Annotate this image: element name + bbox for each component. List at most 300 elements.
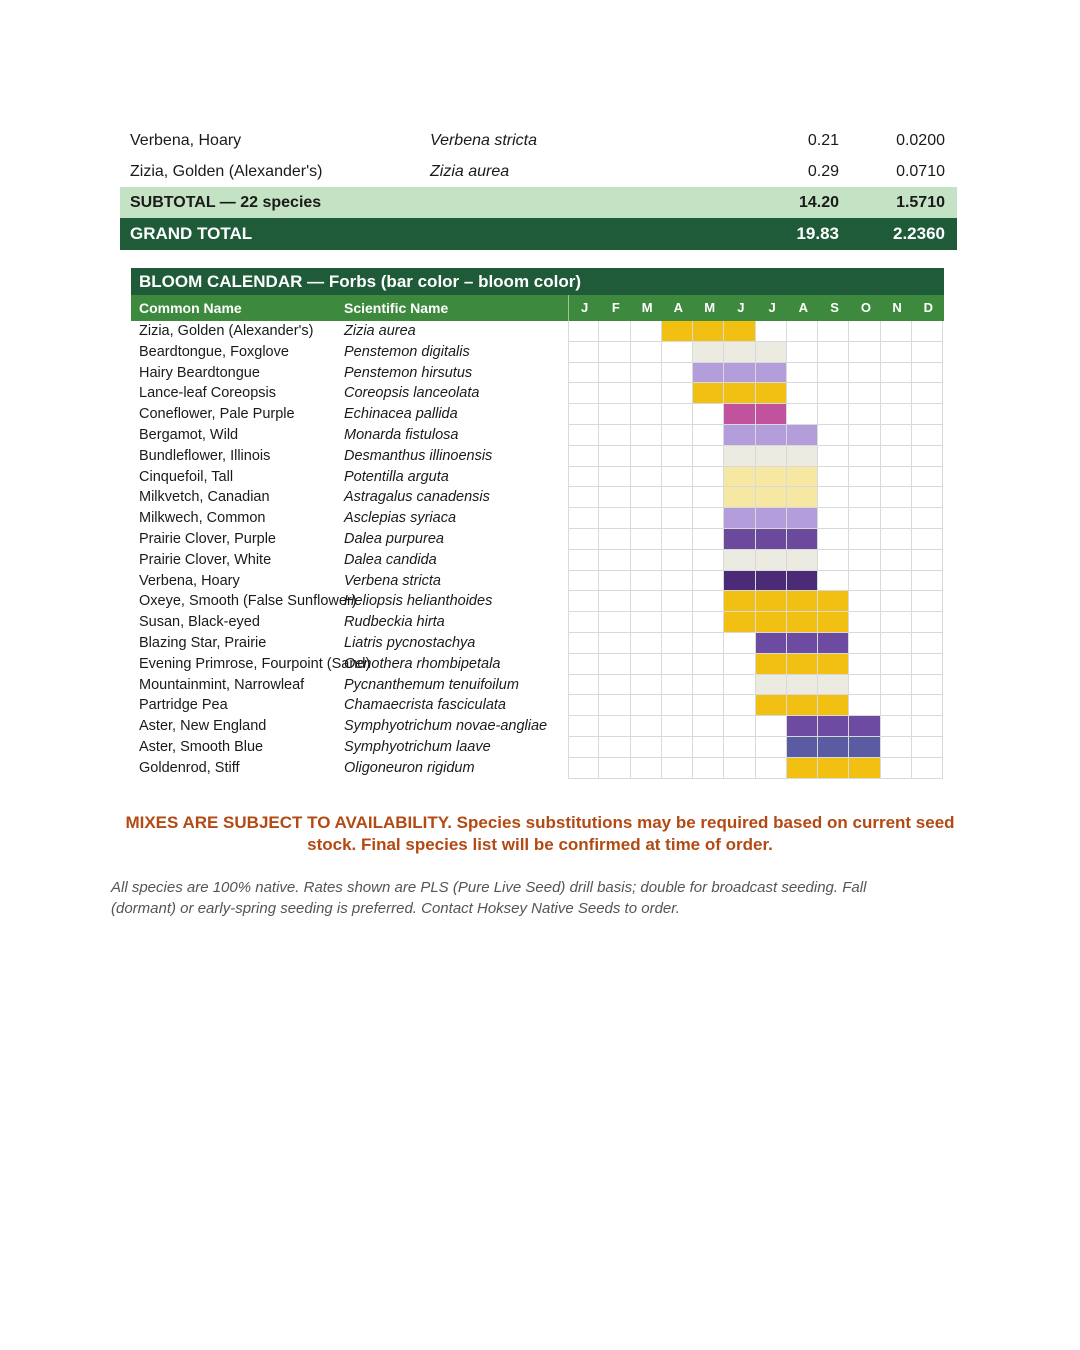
bloom-bar-cell — [756, 467, 787, 488]
header-common-name: Common Name — [139, 300, 242, 316]
month-cell — [881, 404, 912, 425]
month-cell — [693, 467, 724, 488]
bloom-bar-cell — [787, 654, 818, 675]
month-cell — [881, 716, 912, 737]
common-name: Bergamot, Wild — [139, 426, 239, 443]
bloom-month-grid — [568, 467, 943, 488]
month-cell — [849, 508, 880, 529]
bloom-bar-cell — [849, 716, 880, 737]
bloom-row — [131, 487, 944, 508]
month-cell — [631, 467, 662, 488]
month-cell — [787, 383, 818, 404]
month-cell — [756, 758, 787, 779]
month-cell — [568, 612, 599, 633]
bloom-row — [131, 529, 944, 550]
month-cell — [849, 404, 880, 425]
scientific-name: Astragalus canadensis — [344, 489, 490, 506]
month-cell — [912, 508, 943, 529]
month-cell — [662, 612, 693, 633]
month-header: N — [892, 300, 902, 315]
month-cell — [849, 342, 880, 363]
bloom-row — [131, 363, 944, 384]
bloom-month-grid — [568, 404, 943, 425]
bloom-month-grid — [568, 321, 943, 342]
bloom-row — [131, 446, 944, 467]
month-cell — [881, 363, 912, 384]
month-cell — [631, 342, 662, 363]
bloom-bar-cell — [787, 612, 818, 633]
month-cell — [912, 758, 943, 779]
month-cell — [568, 716, 599, 737]
month-cell — [631, 737, 662, 758]
common-name: Mountainmint, Narrowleaf — [139, 676, 305, 693]
bloom-month-grid — [568, 342, 943, 363]
month-cell — [662, 654, 693, 675]
month-cell — [849, 529, 880, 550]
bloom-bar-cell — [787, 695, 818, 716]
bloom-bar-cell — [818, 716, 849, 737]
month-cell — [849, 467, 880, 488]
bloom-row — [131, 404, 944, 425]
month-cell — [849, 550, 880, 571]
month-cell — [662, 508, 693, 529]
month-cell — [912, 383, 943, 404]
month-cell — [693, 612, 724, 633]
scientific-name: Liatris pycnostachya — [344, 634, 476, 651]
month-cell — [631, 591, 662, 612]
month-header: A — [798, 300, 809, 315]
subtotal-value: 1.5710 — [896, 193, 945, 211]
month-cell — [568, 467, 599, 488]
month-cell — [912, 571, 943, 592]
month-cell — [818, 508, 849, 529]
bloom-bar-cell — [787, 758, 818, 779]
month-cell — [662, 633, 693, 654]
month-cell — [912, 591, 943, 612]
month-cell — [662, 425, 693, 446]
month-cell — [662, 675, 693, 696]
month-cell — [724, 737, 755, 758]
month-cell — [818, 571, 849, 592]
subtotal-value: 14.20 — [798, 193, 839, 211]
month-cell — [599, 695, 630, 716]
seed-row — [120, 125, 957, 156]
bloom-bar-cell — [724, 425, 755, 446]
month-cell — [662, 550, 693, 571]
month-cell — [693, 571, 724, 592]
month-cell — [912, 716, 943, 737]
month-cell — [693, 404, 724, 425]
month-cell — [599, 654, 630, 675]
common-name: Milkwech, Common — [139, 510, 266, 527]
bloom-bar-cell — [724, 383, 755, 404]
month-cell — [756, 716, 787, 737]
bloom-bar-cell — [756, 342, 787, 363]
month-cell — [912, 675, 943, 696]
month-cell — [881, 633, 912, 654]
month-cell — [568, 571, 599, 592]
month-cell — [662, 383, 693, 404]
month-cell — [693, 446, 724, 467]
bloom-month-grid — [568, 425, 943, 446]
month-header: O — [860, 300, 871, 315]
scientific-name: Verbena stricta — [344, 572, 441, 589]
month-cell — [568, 654, 599, 675]
rate-value: 0.29 — [807, 162, 839, 180]
month-cell — [912, 654, 943, 675]
bloom-month-grid — [568, 654, 943, 675]
scientific-name: Penstemon hirsutus — [344, 364, 473, 381]
month-cell — [849, 487, 880, 508]
month-cell — [693, 654, 724, 675]
month-cell — [568, 487, 599, 508]
month-cell — [756, 737, 787, 758]
month-cell — [662, 342, 693, 363]
month-cell — [693, 508, 724, 529]
bloom-bar-cell — [693, 383, 724, 404]
month-cell — [849, 446, 880, 467]
month-cell — [693, 695, 724, 716]
month-cell — [912, 425, 943, 446]
common-name: Bundleflower, Illinois — [139, 447, 271, 464]
month-cell — [818, 529, 849, 550]
month-cell — [818, 321, 849, 342]
month-cell — [849, 571, 880, 592]
bloom-bar-cell — [787, 487, 818, 508]
bloom-bar-cell — [724, 321, 755, 342]
bloom-month-grid — [568, 508, 943, 529]
month-cell — [599, 612, 630, 633]
month-cell — [912, 467, 943, 488]
grand-total-label: GRAND TOTAL — [130, 224, 253, 243]
bloom-bar-cell — [724, 529, 755, 550]
month-cell — [787, 404, 818, 425]
bloom-bar-cell — [756, 508, 787, 529]
bloom-bar-cell — [787, 591, 818, 612]
bloom-bar-cell — [787, 633, 818, 654]
common-name: Zizia, Golden (Alexander's) — [130, 162, 323, 180]
scientific-name: Pycnanthemum tenuifoilum — [344, 676, 519, 693]
month-cell — [599, 425, 630, 446]
bloom-row — [131, 383, 944, 404]
common-name: Susan, Black-eyed — [139, 614, 260, 631]
bloom-calendar — [131, 268, 944, 779]
bloom-bar-cell — [787, 467, 818, 488]
bloom-bar-cell — [818, 737, 849, 758]
header-scientific-name: Scientific Name — [344, 300, 449, 316]
bloom-month-grid — [568, 695, 943, 716]
month-cell — [599, 404, 630, 425]
month-cell — [881, 321, 912, 342]
scientific-name: Oenothera rhombipetala — [344, 655, 501, 672]
bloom-month-grid — [568, 612, 943, 633]
month-cell — [881, 467, 912, 488]
month-cell — [599, 591, 630, 612]
month-cell — [662, 467, 693, 488]
common-name: Oxeye, Smooth (False Sunflower) — [139, 593, 357, 610]
month-cell — [881, 446, 912, 467]
bloom-month-grid — [568, 571, 943, 592]
month-cell — [662, 529, 693, 550]
common-name: Verbena, Hoary — [130, 131, 242, 149]
month-cell — [662, 571, 693, 592]
month-header: M — [704, 300, 716, 315]
month-cell — [912, 446, 943, 467]
common-name: Aster, New England — [139, 718, 267, 735]
bloom-bar-cell — [724, 342, 755, 363]
scientific-name: Symphyotrichum novae-angliae — [344, 718, 548, 735]
month-cell — [599, 487, 630, 508]
month-cell — [693, 425, 724, 446]
month-cell — [693, 633, 724, 654]
month-cell — [693, 529, 724, 550]
month-cell — [881, 654, 912, 675]
rate-value: 0.0200 — [896, 131, 945, 149]
month-cell — [724, 654, 755, 675]
month-cell — [787, 321, 818, 342]
bloom-bar-cell — [693, 363, 724, 384]
scientific-name: Penstemon digitalis — [344, 343, 470, 360]
month-cell — [599, 758, 630, 779]
month-cell — [631, 529, 662, 550]
month-cell — [724, 695, 755, 716]
bloom-row — [131, 467, 944, 488]
grand-total-row — [120, 218, 957, 250]
month-cell — [568, 363, 599, 384]
bloom-bar-cell — [724, 508, 755, 529]
month-cell — [818, 363, 849, 384]
footnote: All species are 100% native. Rates shown are PLS (Pure Live Seed) drill basis; double for broadcast seeding. Fall (dormant) or early-spring seeding is preferred. Contact Hoksey Native Seeds to order. — [111, 879, 867, 917]
month-cell — [693, 550, 724, 571]
month-cell — [631, 487, 662, 508]
common-name: Cinquefoil, Tall — [139, 468, 234, 485]
month-cell — [599, 342, 630, 363]
common-name: Evening Primrose, Fourpoint (Sand) — [139, 655, 371, 672]
month-header: A — [673, 300, 684, 315]
month-header: J — [737, 300, 745, 315]
month-cell — [662, 695, 693, 716]
bloom-bar-cell — [756, 695, 787, 716]
bloom-month-grid — [568, 737, 943, 758]
bloom-bar-cell — [818, 633, 849, 654]
month-cell — [818, 487, 849, 508]
month-cell — [849, 612, 880, 633]
scientific-name: Desmanthus illinoensis — [344, 447, 493, 464]
month-cell — [568, 737, 599, 758]
bloom-bar-cell — [724, 612, 755, 633]
month-cell — [881, 591, 912, 612]
month-cell — [881, 737, 912, 758]
bloom-bar-cell — [787, 446, 818, 467]
scientific-name: Coreopsis lanceolata — [344, 385, 480, 402]
common-name: Hairy Beardtongue — [139, 364, 260, 381]
bloom-bar-cell — [818, 675, 849, 696]
month-cell — [818, 404, 849, 425]
month-cell — [631, 508, 662, 529]
month-cell — [912, 342, 943, 363]
bloom-row — [131, 591, 944, 612]
month-cell — [881, 612, 912, 633]
bloom-bar-cell — [662, 321, 693, 342]
bloom-month-grid — [568, 550, 943, 571]
bloom-row — [131, 342, 944, 363]
month-cell — [599, 737, 630, 758]
month-cell — [693, 716, 724, 737]
common-name: Partridge Pea — [139, 697, 228, 714]
month-header: J — [581, 300, 589, 315]
common-name: Lance-leaf Coreopsis — [139, 385, 277, 402]
bloom-row — [131, 571, 944, 592]
common-name: Coneflower, Pale Purple — [139, 406, 295, 423]
bloom-bar-cell — [818, 758, 849, 779]
month-cell — [631, 758, 662, 779]
scientific-name: Zizia aurea — [344, 323, 416, 339]
bloom-month-grid — [568, 591, 943, 612]
month-cell — [724, 675, 755, 696]
subtotal-label: SUBTOTAL — 22 species — [130, 193, 322, 211]
bloom-month-grid — [568, 363, 943, 384]
bloom-row — [131, 425, 944, 446]
bloom-bar-cell — [787, 508, 818, 529]
month-cell — [693, 675, 724, 696]
month-cell — [631, 633, 662, 654]
month-cell — [631, 550, 662, 571]
common-name: Milkvetch, Canadian — [139, 489, 270, 506]
month-cell — [881, 675, 912, 696]
bloom-calendar-header — [131, 295, 944, 321]
bloom-bar-cell — [787, 571, 818, 592]
bloom-bar-cell — [693, 342, 724, 363]
month-cell — [568, 342, 599, 363]
availability-notice: MIXES ARE SUBJECT TO AVAILABILITY. Species substitutions may be required based on current seed stock. Final species list will be confirmed at time of order. — [125, 813, 955, 854]
month-cell — [881, 695, 912, 716]
common-name: Prairie Clover, Purple — [139, 530, 276, 547]
month-cell — [599, 467, 630, 488]
scientific-name: Heliopsis helianthoides — [344, 593, 493, 610]
month-cell — [818, 383, 849, 404]
month-cell — [912, 363, 943, 384]
bloom-month-grid — [568, 758, 943, 779]
month-cell — [849, 695, 880, 716]
month-cell — [787, 342, 818, 363]
month-cell — [662, 737, 693, 758]
month-cell — [881, 383, 912, 404]
bloom-bar-cell — [724, 363, 755, 384]
month-cell — [881, 487, 912, 508]
month-cell — [568, 529, 599, 550]
scientific-name: Chamaecrista fasciculata — [344, 697, 506, 714]
grand-total-value: 19.83 — [796, 224, 839, 243]
month-cell — [631, 571, 662, 592]
month-cell — [724, 758, 755, 779]
scientific-name: Potentilla arguta — [344, 468, 449, 485]
month-cell — [568, 758, 599, 779]
month-header: D — [923, 300, 934, 315]
bloom-bar-cell — [756, 675, 787, 696]
month-cell — [568, 425, 599, 446]
scientific-name: Symphyotrichum laave — [344, 738, 491, 755]
bloom-bar-cell — [756, 425, 787, 446]
month-cell — [912, 633, 943, 654]
month-cell — [818, 467, 849, 488]
month-cell — [912, 321, 943, 342]
common-name: Blazing Star, Prairie — [139, 634, 267, 651]
month-cell — [849, 363, 880, 384]
bloom-bar-cell — [818, 591, 849, 612]
bloom-bar-cell — [693, 321, 724, 342]
month-cell — [631, 675, 662, 696]
bloom-bar-cell — [756, 446, 787, 467]
bloom-bar-cell — [756, 591, 787, 612]
month-cell — [881, 571, 912, 592]
month-cell — [568, 508, 599, 529]
month-cell — [881, 342, 912, 363]
scientific-name: Rudbeckia hirta — [344, 614, 445, 631]
bloom-row — [131, 508, 944, 529]
bloom-bar-cell — [818, 654, 849, 675]
scientific-name: Echinacea pallida — [344, 406, 458, 423]
bloom-row — [131, 737, 944, 758]
bloom-bar-cell — [849, 758, 880, 779]
common-name: Prairie Clover, White — [139, 551, 272, 568]
month-cell — [724, 633, 755, 654]
bloom-row — [131, 550, 944, 571]
bloom-bar-cell — [724, 446, 755, 467]
bloom-bar-cell — [724, 404, 755, 425]
month-cell — [631, 404, 662, 425]
bloom-bar-cell — [756, 404, 787, 425]
bloom-bar-cell — [724, 550, 755, 571]
bloom-row — [131, 633, 944, 654]
month-cell — [662, 446, 693, 467]
bloom-month-grid — [568, 487, 943, 508]
bloom-bar-cell — [787, 716, 818, 737]
month-cell — [599, 383, 630, 404]
bloom-bar-cell — [787, 550, 818, 571]
common-name: Verbena, Hoary — [139, 572, 240, 589]
month-cell — [631, 425, 662, 446]
bloom-month-grid — [568, 383, 943, 404]
month-cell — [568, 591, 599, 612]
bloom-bar-cell — [724, 571, 755, 592]
common-name: Zizia, Golden (Alexander's) — [139, 323, 314, 339]
bloom-bar-cell — [756, 363, 787, 384]
grand-total-value: 2.2360 — [893, 224, 945, 243]
seed-row — [120, 156, 957, 187]
month-cell — [881, 529, 912, 550]
month-cell — [599, 571, 630, 592]
bloom-bar-cell — [756, 383, 787, 404]
rate-value: 0.21 — [807, 131, 839, 149]
month-cell — [912, 550, 943, 571]
bloom-bar-cell — [724, 467, 755, 488]
month-cell — [756, 321, 787, 342]
month-cell — [662, 591, 693, 612]
month-cell — [599, 363, 630, 384]
bloom-bar-cell — [756, 633, 787, 654]
month-header: F — [611, 300, 620, 315]
month-cell — [599, 508, 630, 529]
month-cell — [818, 446, 849, 467]
bloom-month-grid — [568, 633, 943, 654]
month-cell — [693, 737, 724, 758]
month-cell — [849, 633, 880, 654]
month-cell — [568, 695, 599, 716]
month-cell — [662, 487, 693, 508]
bloom-row — [131, 716, 944, 737]
bloom-bar-cell — [756, 612, 787, 633]
month-cell — [881, 425, 912, 446]
